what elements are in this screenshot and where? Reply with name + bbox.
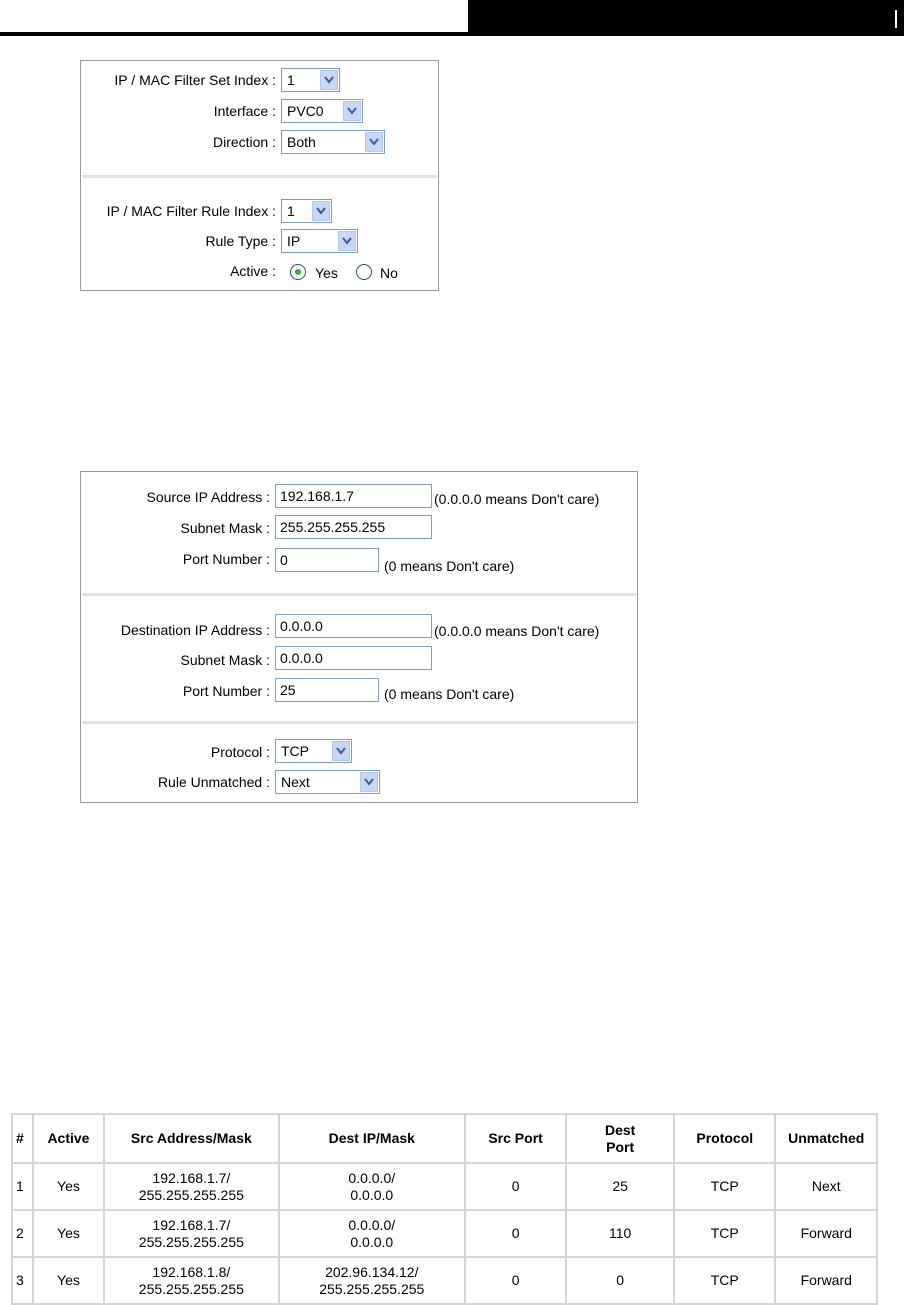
chevron-down-icon — [338, 231, 356, 251]
cell-num: 1 — [12, 1163, 33, 1210]
set-index-select[interactable] — [281, 68, 340, 92]
table-row — [12, 1257, 877, 1304]
cell-src-ip: 192.168.1.7/ — [152, 1216, 231, 1233]
cell-active: Yes — [33, 1163, 104, 1210]
active-label: Active : — [230, 263, 276, 279]
rule-index-label: IP / MAC Filter Rule Index : — [106, 203, 276, 219]
cell-dst-port: 0 — [566, 1257, 674, 1304]
header-bar-mark — [895, 10, 897, 28]
cell-protocol: TCP — [674, 1210, 775, 1257]
rule-index-value: 1 — [287, 203, 295, 219]
cell-src-mask: 255.255.255.255 — [138, 1280, 244, 1297]
panel-divider — [82, 721, 636, 724]
protocol-value: TCP — [281, 743, 309, 759]
col-header-dst-port — [566, 1114, 674, 1163]
direction-value: Both — [287, 134, 316, 150]
cell-src — [104, 1210, 279, 1257]
cell-dst-port: 25 — [566, 1163, 674, 1210]
src-ip-note: (0.0.0.0 means Don't care) — [434, 491, 600, 507]
filter-set-panel — [80, 60, 439, 291]
rule-type-select[interactable] — [281, 229, 358, 253]
dst-port-value: 25 — [280, 682, 296, 698]
col-header-num: # — [12, 1114, 33, 1163]
active-no-radio[interactable] — [356, 264, 372, 280]
chevron-down-icon — [360, 772, 378, 792]
protocol-label: Protocol : — [210, 744, 270, 760]
src-mask-label: Subnet Mask : — [180, 520, 270, 536]
col-header-active: Active — [33, 1114, 104, 1163]
table-row — [12, 1163, 877, 1210]
active-yes-label: Yes — [315, 265, 338, 281]
cell-dst — [279, 1210, 465, 1257]
header-rule — [0, 32, 470, 36]
cell-dst-mask: 0.0.0.0 — [350, 1233, 394, 1250]
src-port-input[interactable] — [275, 548, 379, 572]
col-header-dst-port-2: Port — [606, 1138, 635, 1155]
cell-active: Yes — [33, 1210, 104, 1257]
cell-unmatched: Next — [775, 1163, 877, 1210]
col-header-protocol: Protocol — [674, 1114, 775, 1163]
cell-src-mask: 255.255.255.255 — [138, 1233, 244, 1250]
col-header-dst-port-1: Dest — [604, 1121, 636, 1138]
cell-src-ip: 192.168.1.8/ — [152, 1263, 231, 1280]
header-bar — [468, 0, 904, 36]
dst-port-label: Port Number : — [182, 683, 270, 699]
cell-src-port: 0 — [465, 1210, 566, 1257]
unmatched-select[interactable] — [275, 770, 380, 794]
direction-label: Direction : — [212, 134, 276, 150]
col-header-src: Src Address/Mask — [104, 1114, 279, 1163]
dst-ip-note: (0.0.0.0 means Don't care) — [434, 623, 600, 639]
src-ip-label: Source IP Address : — [146, 489, 270, 505]
src-port-note: (0 means Don't care) — [384, 558, 515, 574]
dst-ip-label: Destination IP Address : — [120, 622, 270, 638]
cell-dst-port: 110 — [566, 1210, 674, 1257]
dst-mask-value: 0.0.0.0 — [280, 650, 323, 666]
unmatched-value: Next — [281, 774, 310, 790]
rule-index-select[interactable] — [281, 199, 332, 223]
ip-rule-panel — [80, 471, 638, 803]
interface-label: Interface : — [213, 103, 276, 119]
src-mask-value: 255.255.255.255 — [280, 519, 386, 535]
interface-select[interactable] — [281, 99, 363, 123]
protocol-select[interactable] — [275, 739, 352, 763]
cell-dst-mask: 255.255.255.255 — [319, 1280, 425, 1297]
rules-table — [11, 1113, 878, 1305]
col-header-src-port: Src Port — [465, 1114, 566, 1163]
cell-src-mask: 255.255.255.255 — [138, 1186, 244, 1203]
dst-port-input[interactable] — [275, 678, 379, 702]
chevron-down-icon — [343, 101, 361, 121]
set-index-value: 1 — [287, 72, 295, 88]
cell-src-ip: 192.168.1.7/ — [152, 1169, 231, 1186]
dst-mask-input[interactable] — [275, 646, 432, 670]
table-row — [12, 1210, 877, 1257]
dst-mask-label: Subnet Mask : — [180, 652, 270, 668]
src-port-value: 0 — [280, 552, 288, 568]
rule-type-label: Rule Type : — [205, 233, 276, 249]
direction-select[interactable] — [281, 130, 385, 154]
dst-ip-value: 0.0.0.0 — [280, 618, 323, 634]
cell-protocol: TCP — [674, 1163, 775, 1210]
chevron-down-icon — [365, 132, 383, 152]
cell-src — [104, 1257, 279, 1304]
cell-dst — [279, 1163, 465, 1210]
cell-dst-ip: 0.0.0.0/ — [348, 1169, 396, 1186]
active-yes-radio[interactable] — [290, 264, 306, 280]
panel-divider — [82, 175, 437, 178]
cell-protocol: TCP — [674, 1257, 775, 1304]
cell-src-port: 0 — [465, 1163, 566, 1210]
cell-dst-mask: 0.0.0.0 — [350, 1186, 394, 1203]
dst-port-note: (0 means Don't care) — [384, 686, 515, 702]
panel-divider — [82, 593, 636, 596]
unmatched-label: Rule Unmatched : — [157, 774, 270, 790]
cell-num: 2 — [12, 1210, 33, 1257]
cell-unmatched: Forward — [775, 1257, 877, 1304]
src-mask-input[interactable] — [275, 515, 432, 539]
src-ip-input[interactable] — [275, 484, 432, 508]
cell-active: Yes — [33, 1257, 104, 1304]
cell-dst-ip: 202.96.134.12/ — [325, 1263, 419, 1280]
rule-type-value: IP — [287, 233, 301, 249]
col-header-unmatched: Unmatched — [775, 1114, 877, 1163]
cell-num: 3 — [12, 1257, 33, 1304]
src-port-label: Port Number : — [182, 551, 270, 567]
dst-ip-input[interactable] — [275, 614, 432, 638]
cell-dst — [279, 1257, 465, 1304]
chevron-down-icon — [332, 741, 350, 761]
set-index-label: IP / MAC Filter Set Index : — [114, 72, 276, 88]
cell-unmatched: Forward — [775, 1210, 877, 1257]
chevron-down-icon — [312, 201, 330, 221]
table-header-row — [12, 1114, 877, 1163]
active-no-label: No — [380, 265, 398, 281]
chevron-down-icon — [320, 70, 338, 90]
cell-src-port: 0 — [465, 1257, 566, 1304]
cell-src — [104, 1163, 279, 1210]
cell-dst-ip: 0.0.0.0/ — [348, 1216, 396, 1233]
src-ip-value: 192.168.1.7 — [280, 488, 354, 504]
col-header-dst: Dest IP/Mask — [279, 1114, 465, 1163]
interface-value: PVC0 — [287, 103, 324, 119]
